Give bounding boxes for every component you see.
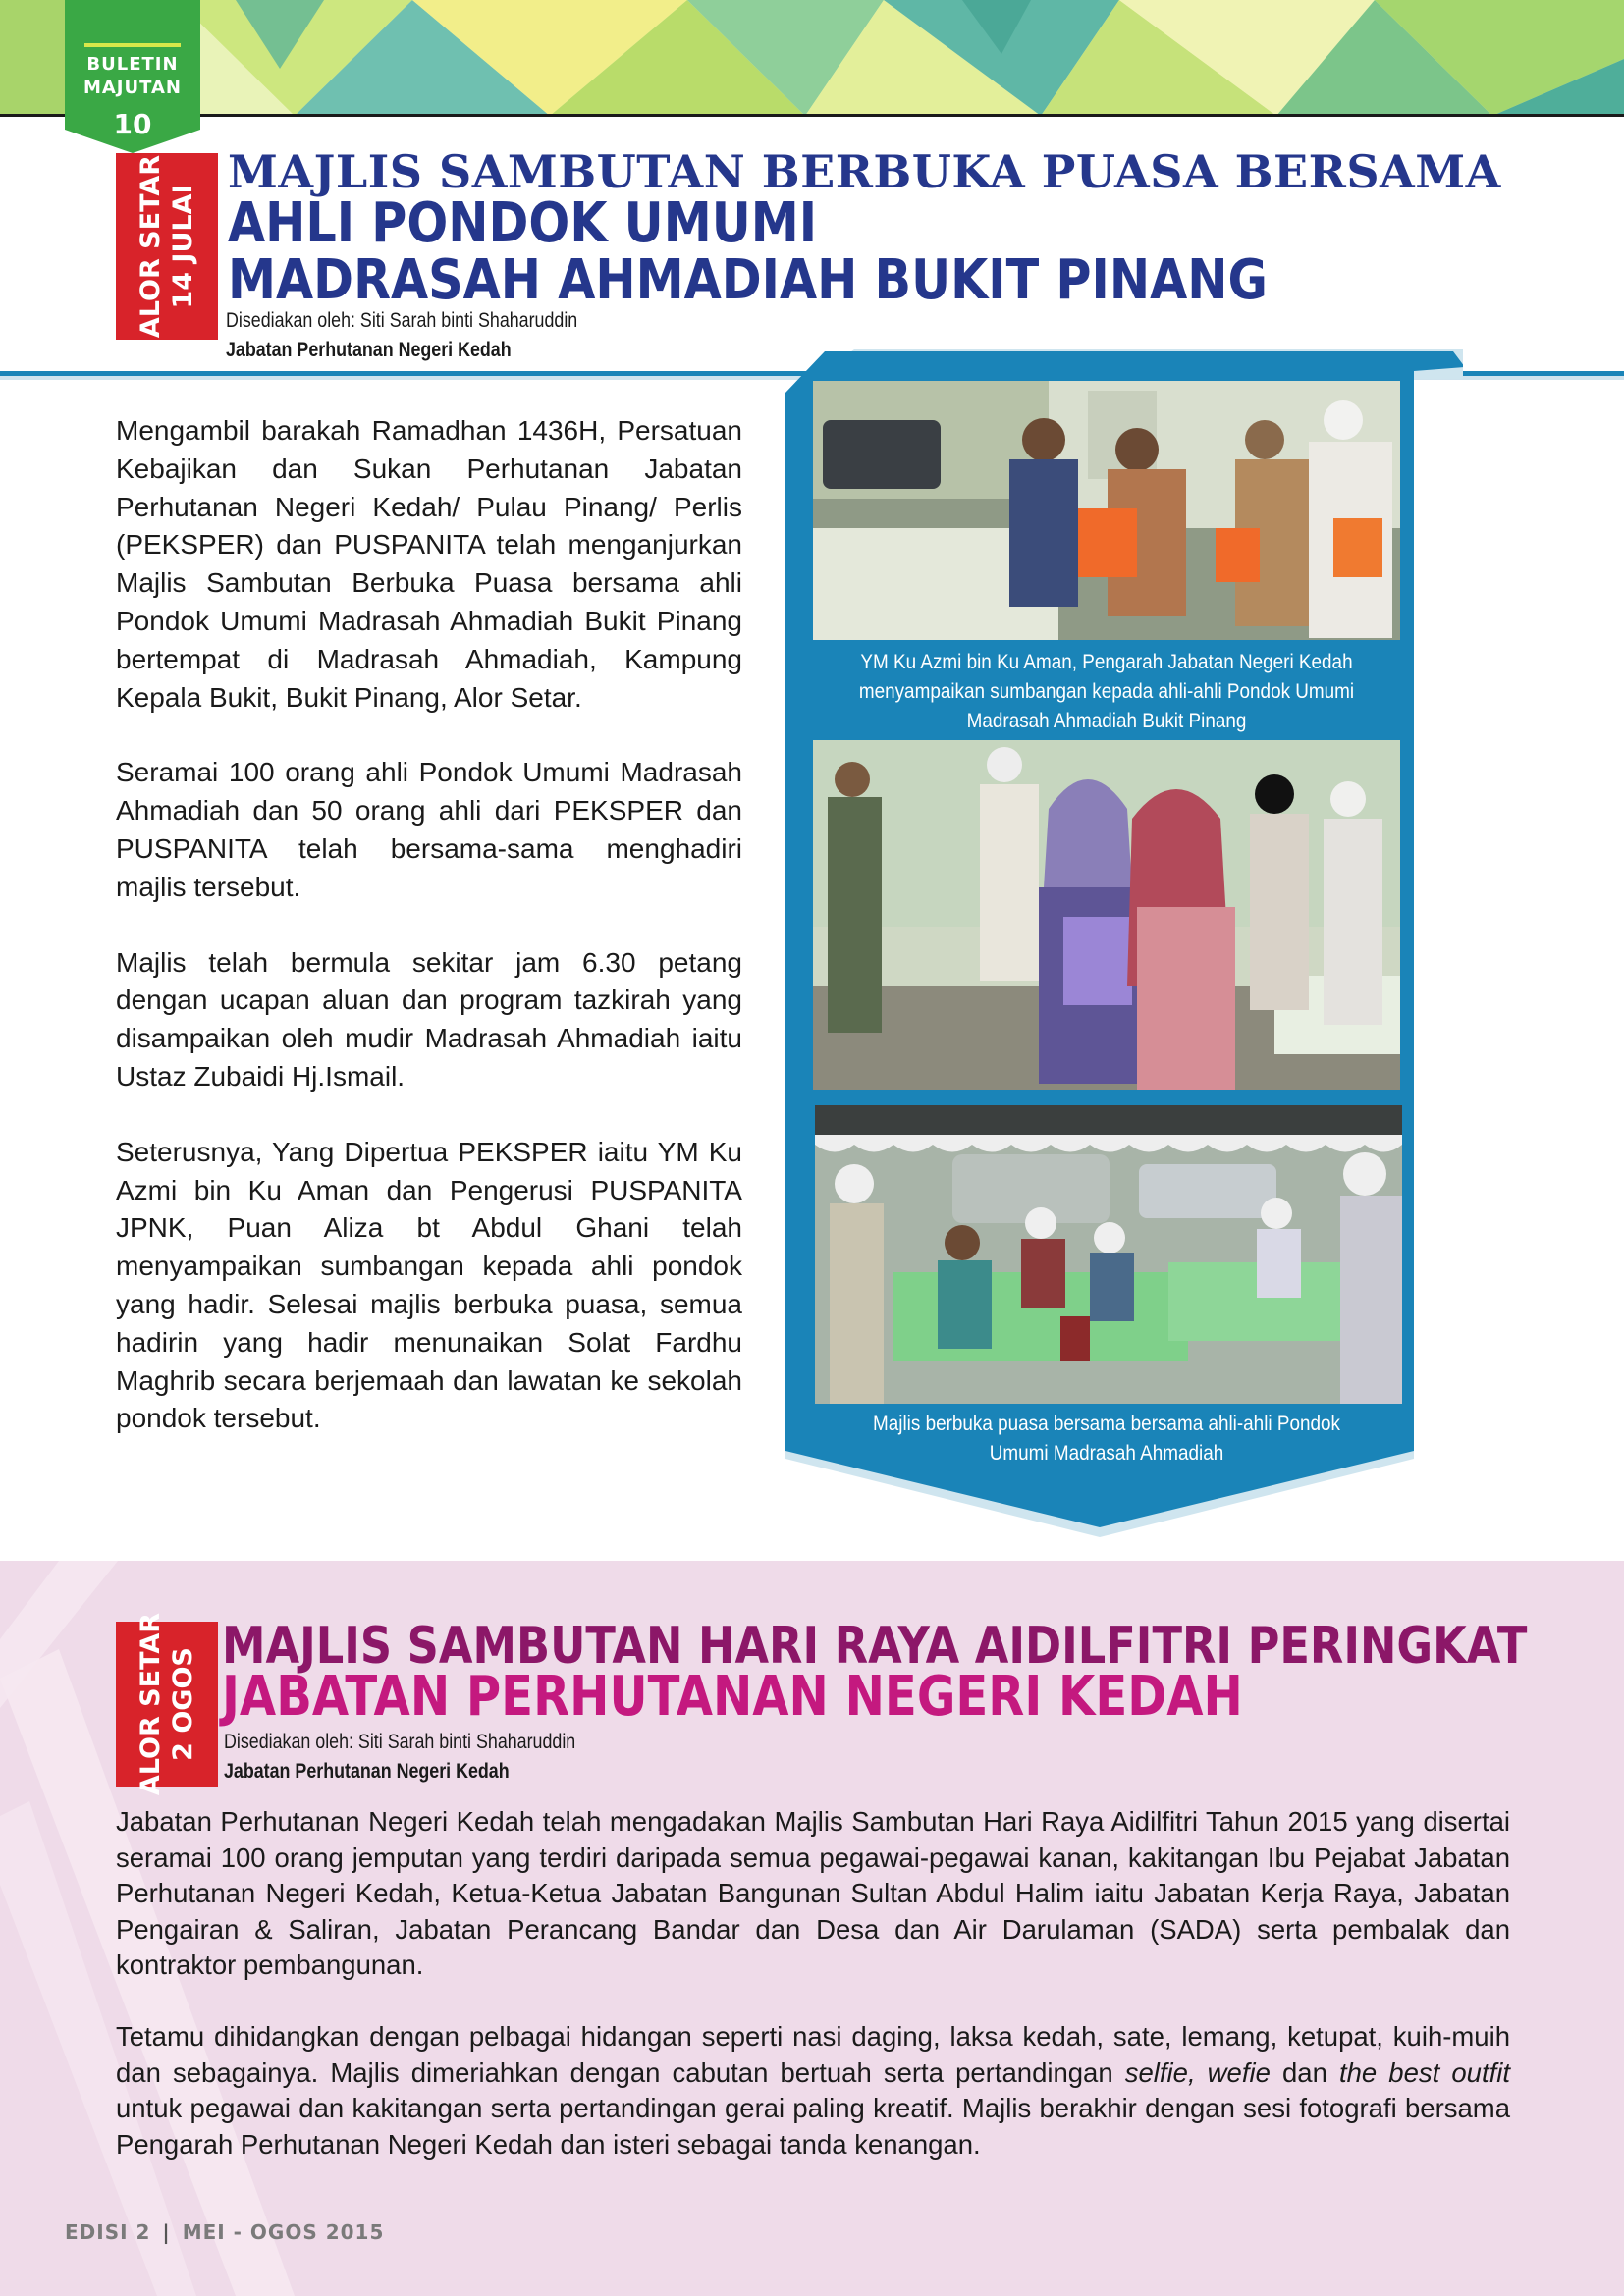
photo-puspanita-handover (813, 740, 1400, 1090)
bulletin-label (65, 53, 200, 100)
article1-title-line3: MADRASAH AHMADIAH BUKIT PINANG (228, 248, 1268, 312)
article2-p2-italic-selfie: selfie, wefie (1124, 2056, 1271, 2088)
article1-date-tag (116, 153, 218, 340)
article1-paragraph: Mengambil barakah Ramadhan 1436H, Persatuan Kebajikan dan Sukan Perhutanan Jabatan Perhutanan Negeri Kedah/ Pulau Pinang/ Perlis (PEKSPER) dan PUSPANITA telah menganjurkan Majlis Sambutan Berbuka Puasa bersama ahli Pondok Umumi Madrasah Ahmadiah Bukit Pinang bertempat di Madrasah Ahmadiah, Kampung Kepala Bukit, Bukit Pinang, Alor Setar. (116, 415, 742, 713)
page-footer (65, 2220, 384, 2244)
article1-body (116, 412, 742, 1475)
article2-title-line1: MAJLIS SAMBUTAN HARI RAYA AIDILFITRI PERINGKAT (222, 1617, 1528, 1676)
footer-edition: EDISI 2 (65, 2220, 151, 2244)
footer-period: MEI - OGOS 2015 (182, 2220, 385, 2244)
article2-date-tag (116, 1612, 218, 1796)
article2-body (116, 1804, 1510, 2198)
article1-title-line1: MAJLIS SAMBUTAN BERBUKA PUASA BERSAMA (228, 145, 1501, 198)
photo-berbuka-gathering (815, 1105, 1402, 1404)
article1-byline (226, 306, 577, 365)
article2-byline-author: Disediakan oleh: Siti Sarah binti Shaharuddin (224, 1731, 576, 1753)
bulletin-label-line2: MAJUTAN (82, 78, 183, 98)
article2-p2-italic-outfit: the best outfit (1338, 2056, 1511, 2088)
article1-byline-author: Disediakan oleh: Siti Sarah binti Shaharuddin (226, 309, 578, 332)
article2-paragraph-1: Jabatan Perhutanan Negeri Kedah telah mengadakan Majlis Sambutan Hari Raya Aidilfitri Tahun 2015 yang disertai seramai 100 orang jemputan yang terdiri daripada semua pegawai-pegawai kanan, kakitangan Ibu Pejabat Jabatan Perhutanan Negeri Kedah, Ketua-Ketua Jabatan Bangunan Sultan Abdul Halim iaitu Jabatan Kerja Raya, Jabatan Pengairan & Saliran, Jabatan Perancang Bandar dan Desa dan Air Darulaman (SADA) serta pembalak dan kontraktor pembangunan. (116, 1806, 1510, 1981)
article2-date-place: ALOR SETAR (135, 1612, 166, 1796)
header-rule (0, 114, 1624, 117)
bulletin-label-line1: BULETIN (86, 54, 179, 75)
article1-title-line2: AHLI PONDOK UMUMI (228, 191, 818, 255)
article2-p2-text-c: untuk pegawai dan kakitangan serta pertandingan gerai paling kreatif. Majlis berakhir dengan sesi fotografi bersama Pengarah Perhutanan Negeri Kedah dan isteri sebagai tanda kenangan. (116, 2093, 1510, 2160)
geometric-pattern (0, 0, 1624, 116)
article1-byline-org: Jabatan Perhutanan Negeri Kedah (226, 339, 512, 361)
article1-date-day: 14 JULAI (168, 184, 198, 309)
article1-date-place: ALOR SETAR (135, 154, 166, 339)
page-number: 10 (113, 108, 152, 140)
header-banner (0, 0, 1624, 116)
article2-p2-text-b: dan (1270, 2056, 1339, 2088)
article2-byline (224, 1728, 575, 1787)
photo-caption-2: Majlis berbuka puasa bersama bersama ahli-ahli Pondok Umumi Madrasah Ahmadiah (873, 1413, 1340, 1465)
photo-caption-1: YM Ku Azmi bin Ku Aman, Pengarah Jabatan Negeri Kedah menyampaikan sumbangan kepada ahli-ahli Pondok Umumi Madrasah Ahmadiah Bukit Pinang (858, 651, 1355, 732)
article2-byline-org: Jabatan Perhutanan Negeri Kedah (224, 1760, 510, 1783)
bulletin-tab (65, 0, 200, 153)
article2-paragraph-2 (116, 2019, 1510, 2163)
article2-p2-text-a: Tetamu dihidangkan dengan pelbagai hidangan seperti nasi daging, laksa kedah, sate, lemang, ketupat, kuih-muih dan sebagainya. Majlis dimeriahkan dengan cabutan bertuah serta pertandingan (116, 2020, 1510, 2088)
footer-separator: | (162, 2220, 171, 2244)
article1-paragraph: Seramai 100 orang ahli Pondok Umumi Madrasah Ahmadiah dan 50 orang ahli dari PEKSPER dan PUSPANITA telah bersama-sama menghadiri majlis tersebut. (116, 757, 742, 902)
article1-paragraph: Majlis telah bermula sekitar jam 6.30 petang dengan ucapan aluan dan program tazkirah yang disampaikan oleh mudir Madrasah Ahmadiah iaitu Ustaz Zubaidi Hj.Ismail. (116, 946, 742, 1092)
photo-panel (785, 349, 1463, 1537)
article2-title-line2: JABATAN PERHUTANAN NEGERI KEDAH (222, 1665, 1243, 1729)
article1-paragraph: Seterusnya, Yang Dipertua PEKSPER iaitu YM Ku Azmi bin Ku Aman dan Pengerusi PUSPANITA JPNK, Puan Aliza bt Abdul Ghani telah menyampaikan sumbangan kepada ahli pondok yang hadir. Selesai majlis berbuka puasa, semua hadirin yang hadir menunaikan Solat Fardhu Maghrib secara berjemaah dan lawatan ke sekolah pondok tersebut. (116, 1136, 742, 1434)
article2-date-day: 2 OGOS (168, 1647, 198, 1761)
photo-donation-handover (813, 381, 1400, 640)
